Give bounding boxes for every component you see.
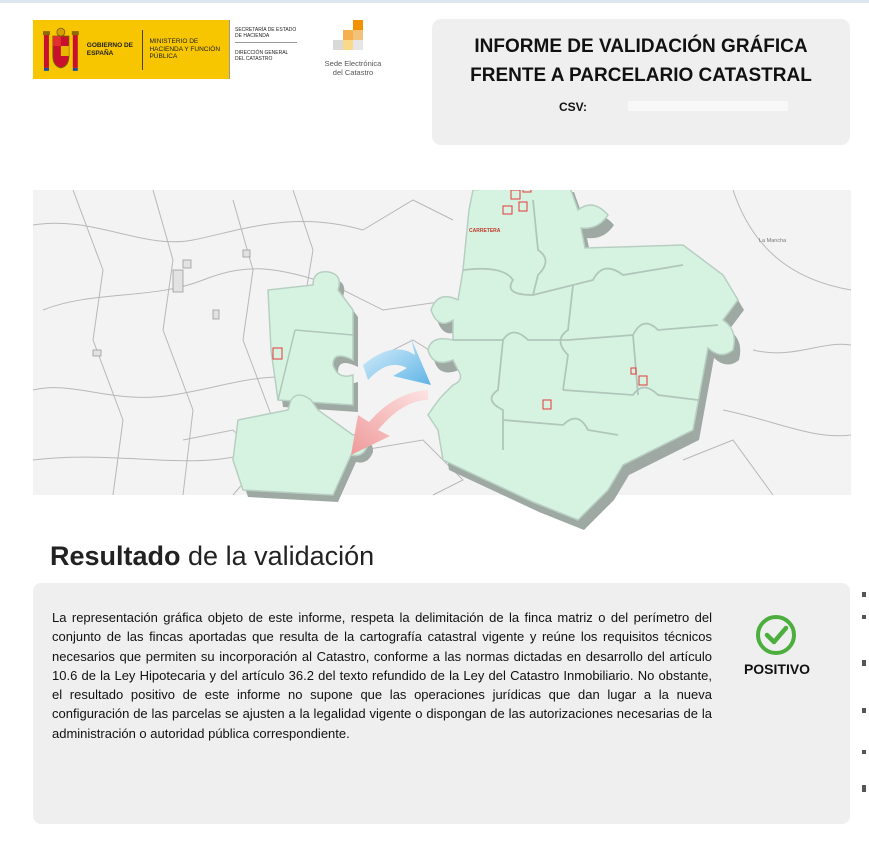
sede-logo-line2: del Catastro [332,68,374,77]
road-label: CARRETERA [469,228,501,234]
top-border [0,0,869,3]
result-heading-rest: de la validación [180,541,375,571]
sede-logo-text [318,59,388,77]
result-box [33,583,850,824]
sede-squares-icon [331,20,371,60]
coat-of-arms-icon [41,26,81,74]
csv-label: CSV: [559,100,588,114]
report-title-box [432,19,850,145]
result-heading [50,541,374,572]
banner-divider [142,30,143,70]
result-description: La representación gráfica objeto de este informe, respeta la delimitación de la finca matriz o del perímetro del conjunto de las fincas aportadas que resulta de la cartografía catastral vigente y reúne los requisitos técnicos necesarios que permiten su incorporación al Catastro, conforme a las normas dictadas en desarrollo del artículo 10.6 de la Ley Hipotecaria y del artículo 36.2 del texto refundido de la Ley del Catastro Inmobiliario. No obstante, el resultado positivo de este informe no supone que las operaciones jurídicas que dan lugar a la nueva configuración de las parcelas se ajusten a la legalidad vigente o dispongan de las autorizaciones necesarias de la administración o autoridad pública correspondiente. [52,610,712,741]
validation-status: POSITIVO [743,661,811,677]
csv-value-redacted [628,101,788,111]
government-name: GOBIERNO DE ESPAÑA [86,42,133,57]
check-circle-icon [755,614,797,656]
sede-logo-line1: Sede Electrónica [324,59,382,68]
report-title [432,32,850,90]
map-place-label: La Mancha [759,238,787,244]
cadastral-puzzle-illustration [33,190,851,530]
government-logo-banner [33,20,297,79]
ministry-name: MINISTERIO DE HACIENDA Y FUNCIÓN PÚBLICA [149,38,221,61]
report-title-line2: FRENTE A PARCELARIO CATASTRAL [470,65,812,86]
sede-catastro-logo [318,20,388,82]
loose-piece-upper-top [268,272,353,405]
puzzle-illustration-svg [33,190,851,530]
government-white-block [229,20,297,79]
report-title-line1: INFORME DE VALIDACIÓN GRÁFICA [474,36,808,57]
result-heading-bold: Resultado [50,541,181,571]
secretaria-name: SECRETARÍA DE ESTADO DE HACIENDA [235,27,297,43]
government-yellow-block [33,20,229,79]
direccion-name: DIRECCIÓN GENERAL DEL CATASTRO [235,50,289,62]
right-margin-fragments [858,580,869,830]
